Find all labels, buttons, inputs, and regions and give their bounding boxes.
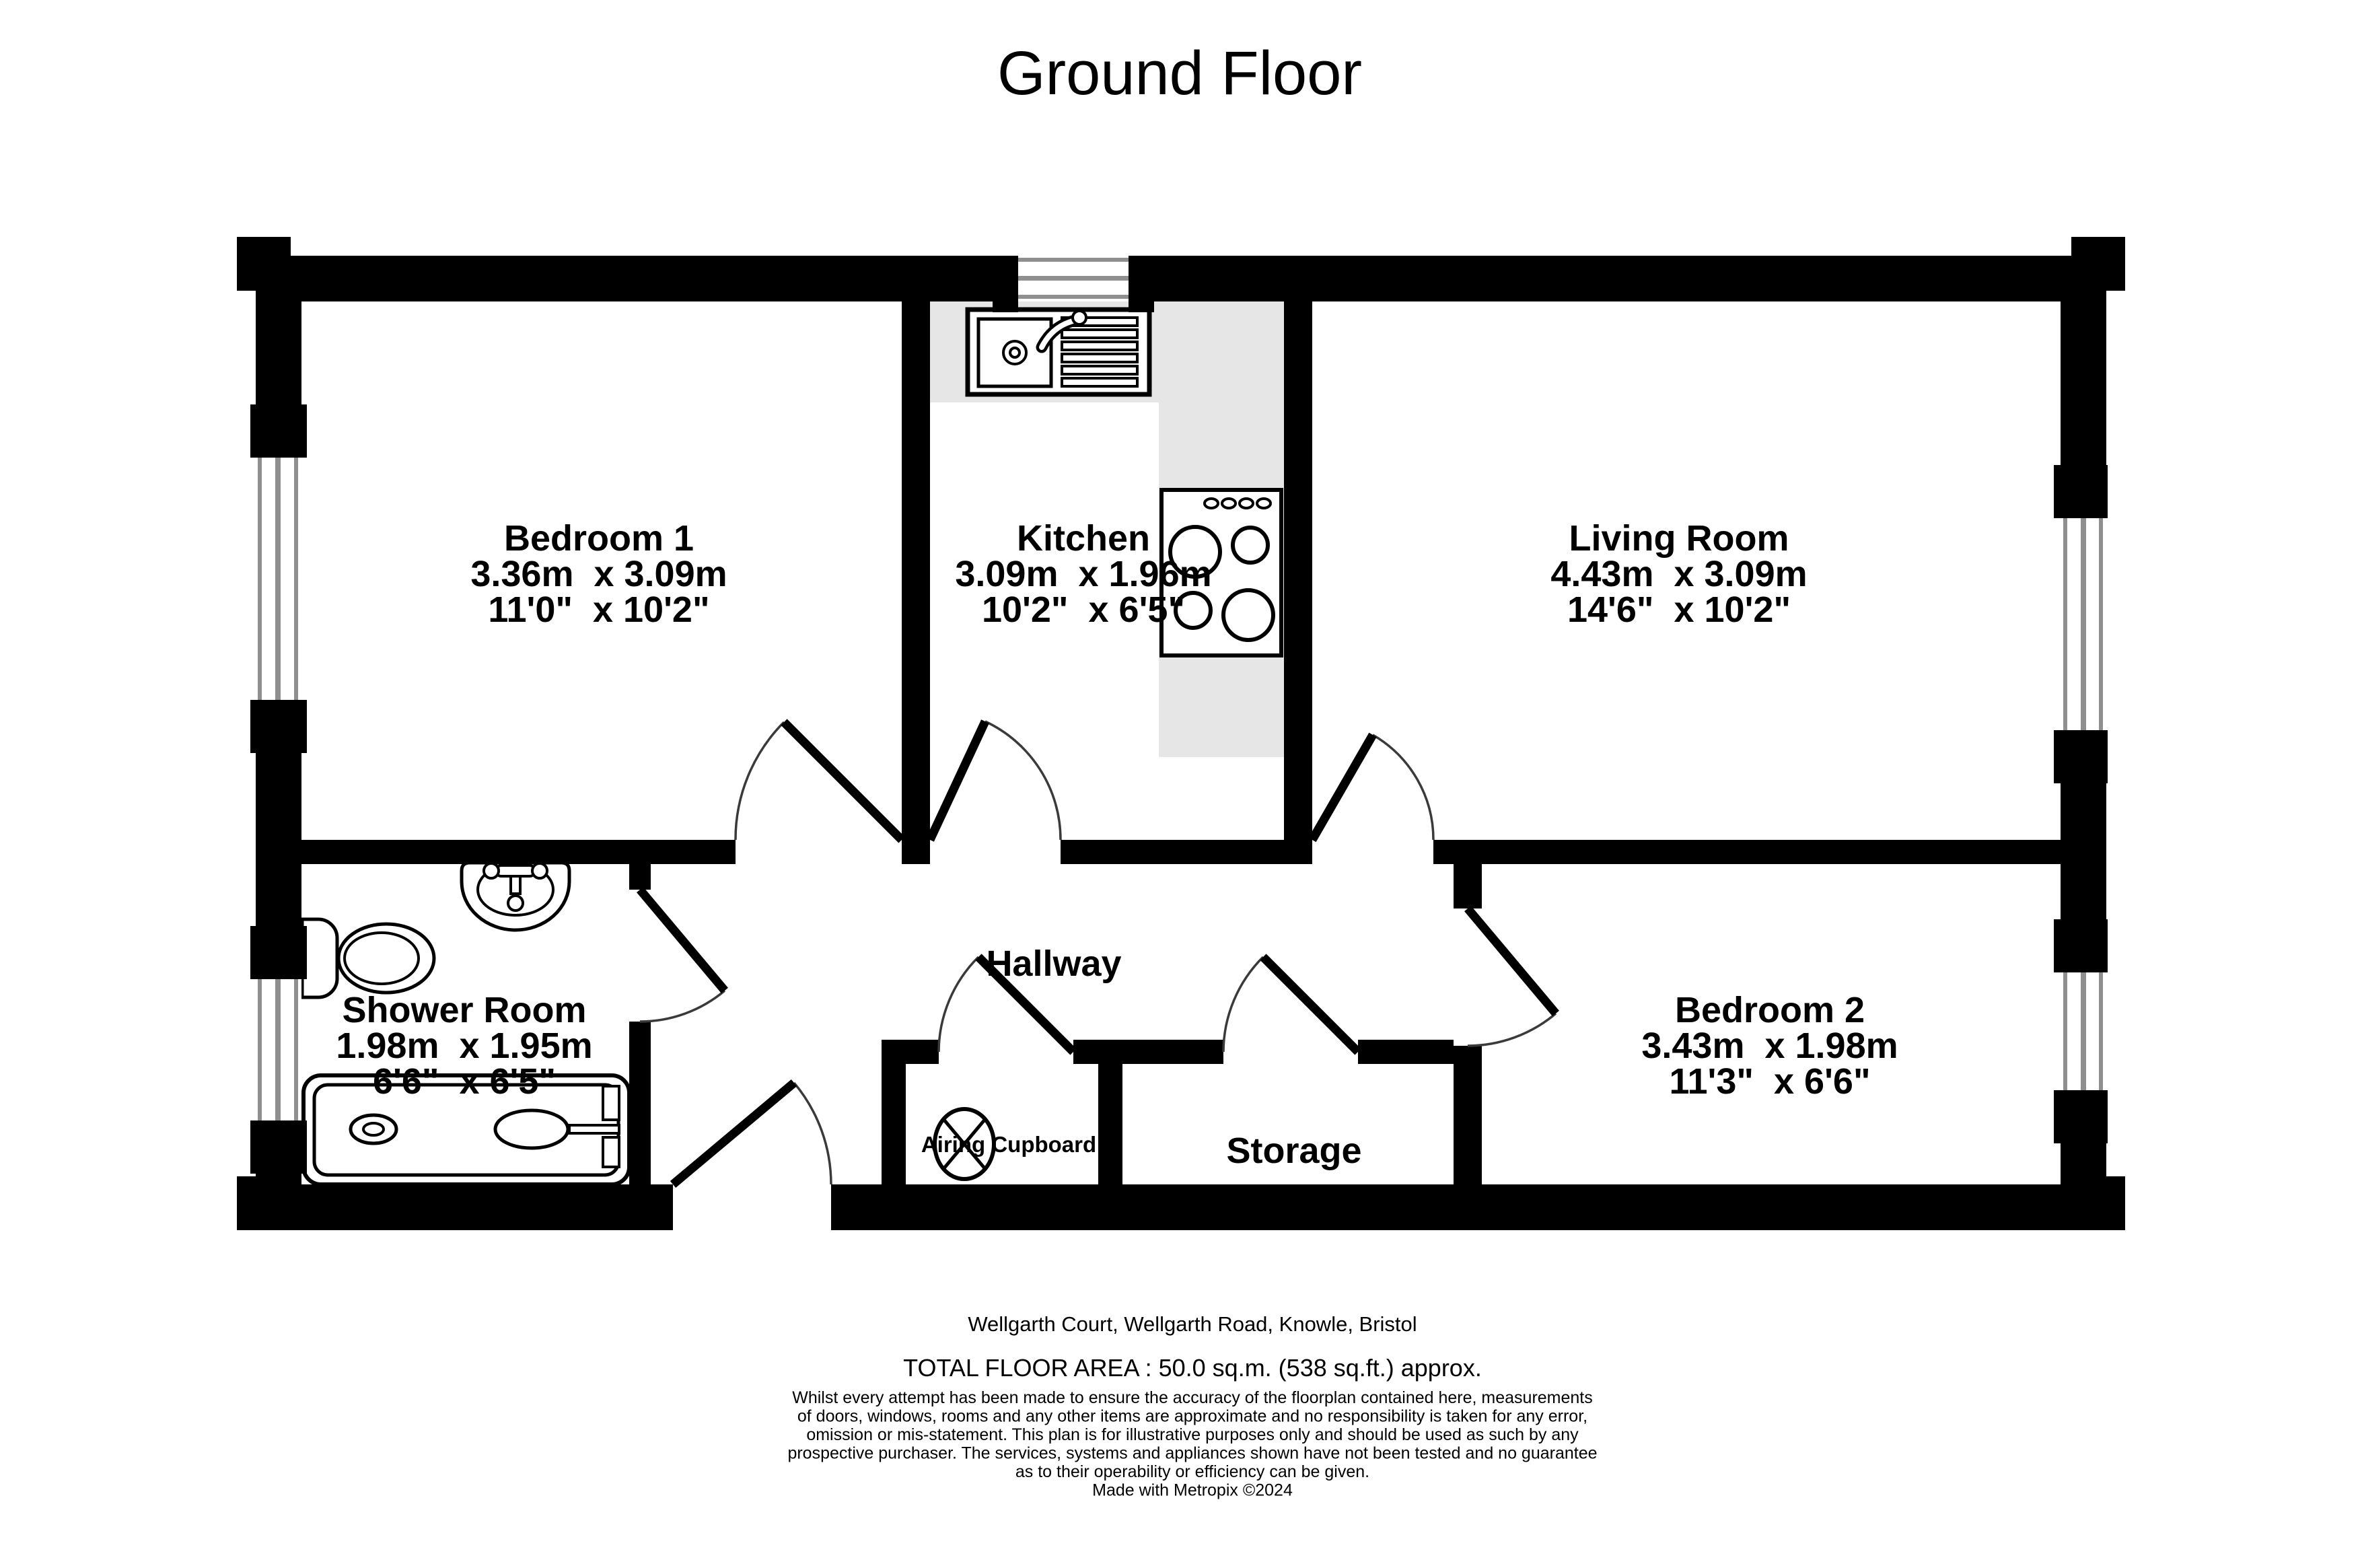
- room-name: Shower Room: [342, 990, 587, 1030]
- page-title: Ground Floor: [997, 39, 1363, 108]
- shower-room-door: [640, 890, 725, 1022]
- footer: [787, 1312, 1597, 1500]
- storage-door: [1223, 957, 1358, 1052]
- room-dim-imperial: 11'0" x 10'2": [488, 590, 710, 630]
- room-label-airing-cupboard: Airing Cupboard: [921, 1132, 1097, 1157]
- toilet-icon: [302, 919, 434, 997]
- disclaimer-line: Whilst every attempt has been made to ensure the accuracy of the floorplan contained here, measurements: [792, 1388, 1593, 1407]
- room-name: Bedroom 1: [503, 518, 694, 559]
- room-label-shower-room: [336, 990, 592, 1102]
- disclaimer-line: of doors, windows, rooms and any other items are approximate and no responsibility is taken for any error,: [797, 1406, 1588, 1426]
- shower-room-window: [256, 979, 301, 1120]
- kitchen-sink-icon: [968, 310, 1149, 394]
- kitchen-back-window: [1018, 256, 1129, 301]
- room-dim-imperial: 14'6" x 10'2": [1567, 590, 1791, 630]
- bedroom2-window: [2061, 972, 2106, 1090]
- room-dim-metric: 3.09m x 1.96m: [955, 554, 1212, 594]
- property-address: Wellgarth Court, Wellgarth Road, Knowle, Bristol: [968, 1312, 1417, 1336]
- front-door: [673, 1083, 831, 1184]
- bedroom1-window: [256, 458, 301, 700]
- room-dim-imperial: 11'3" x 6'6": [1669, 1061, 1871, 1102]
- living-room-door: [1312, 735, 1433, 840]
- total-floor-area: TOTAL FLOOR AREA : 50.0 sq.m. (538 sq.ft.) approx.: [903, 1354, 1482, 1382]
- room-name: Bedroom 2: [1674, 990, 1865, 1030]
- room-dim-metric: 3.43m x 1.98m: [1641, 1026, 1898, 1066]
- room-label-bedroom1: [470, 518, 727, 630]
- room-dim-metric: 4.43m x 3.09m: [1550, 554, 1808, 594]
- room-label-storage: Storage: [1226, 1131, 1362, 1171]
- credit-line: Made with Metropix ©2024: [1092, 1481, 1293, 1500]
- room-dim-imperial: 6'6" x 6'5": [372, 1061, 557, 1102]
- room-name: Kitchen: [1016, 518, 1151, 559]
- basin-icon: [462, 863, 569, 930]
- room-label-hallway: Hallway: [986, 943, 1122, 984]
- room-dim-metric: 3.36m x 3.09m: [470, 554, 727, 594]
- kitchen-door: [930, 721, 1061, 840]
- disclaimer-line: as to their operability or efficiency can be given.: [1015, 1462, 1370, 1481]
- room-dim-metric: 1.98m x 1.95m: [336, 1026, 593, 1066]
- bedroom1-door: [736, 722, 902, 840]
- room-label-living-room: [1550, 518, 1807, 630]
- disclaimer-line: omission or mis-statement. This plan is for illustrative purposes only and should be used as such by any: [806, 1425, 1579, 1444]
- room-label-bedroom2: [1641, 990, 1898, 1102]
- room-dim-imperial: 10'2" x 6'5": [981, 590, 1186, 630]
- room-name: Living Room: [1569, 518, 1789, 559]
- living-room-window: [2061, 518, 2106, 730]
- disclaimer-line: prospective purchaser. The services, systems and appliances shown have not been tested and no guarantee: [787, 1444, 1598, 1463]
- bedroom2-door: [1468, 908, 1556, 1046]
